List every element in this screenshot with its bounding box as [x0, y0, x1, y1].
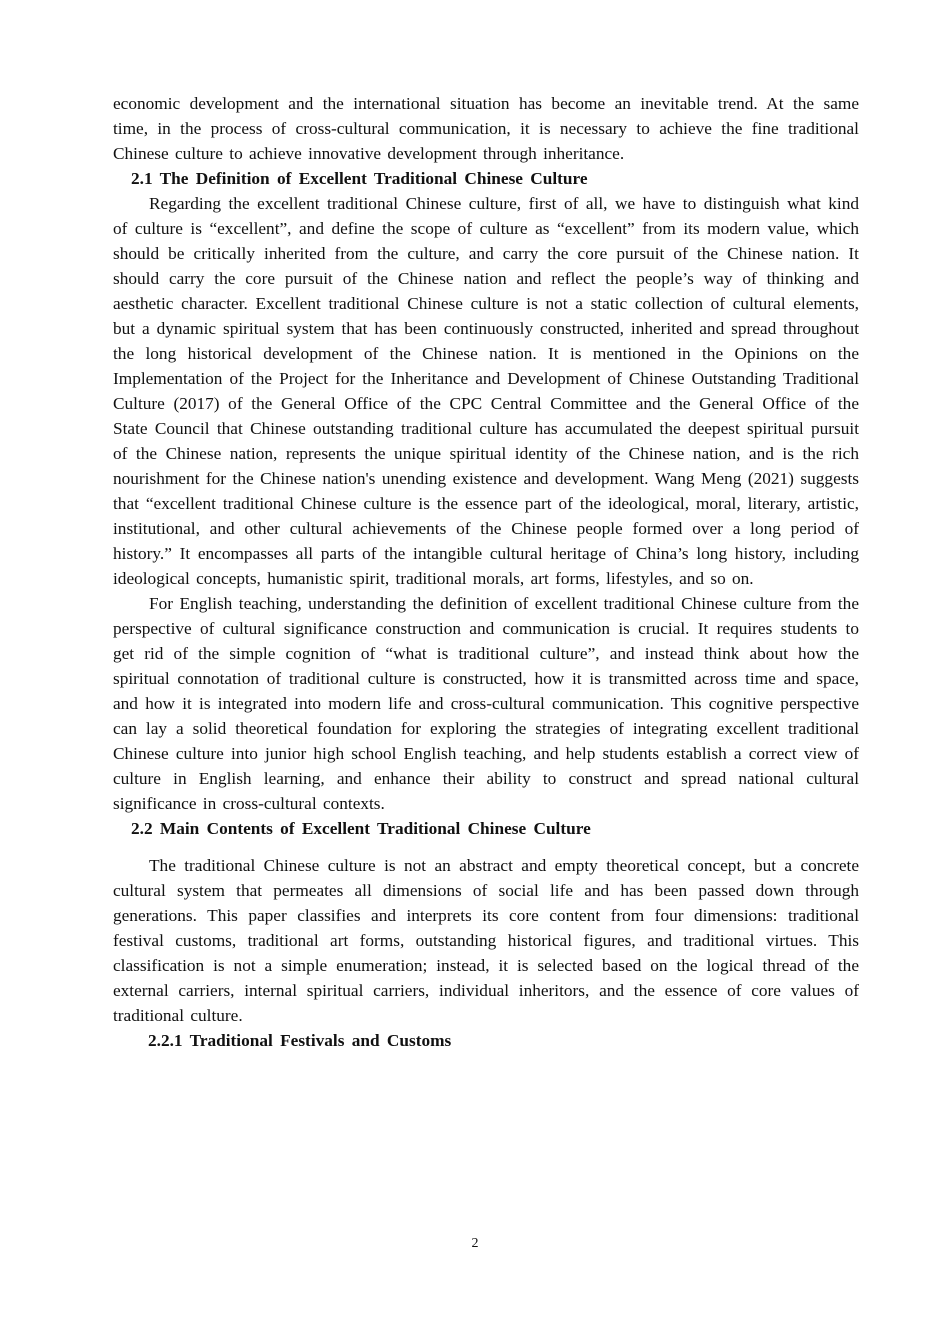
section-2-2-heading: 2.2 Main Contents of Excellent Traditional Chinese Culture: [131, 819, 591, 838]
intro-paragraph: economic development and the international situation has become an inevitable trend. At the same time, in the process of cross-cultural communication, it is necessary to achieve the fine traditional Chinese culture to achieve innovative development through inheritance.: [113, 94, 859, 163]
section-2-1-paragraph-1: Regarding the excellent traditional Chinese culture, first of all, we have to distinguish what kind of culture is “excellent”, and define the scope of culture as “excellent” from its modern value, which should be critically inherited from the culture, and carry the core pursuit of the Chinese nation. It should carry the core pursuit of the Chinese nation and reflect the people’s way of thinking and aesthetic character. Excellent traditional Chinese culture is not a static collection of cultural elements, but a dynamic spiritual system that has been continuously constructed, inherited and spread throughout the long historical development of the Chinese nation. It is mentioned in the Opinions on the Implementation of the Project for the Inheritance and Development of Chinese Outstanding Traditional Culture (2017) of the General Office of the CPC Central Committee and the General Office of the State Council that Chinese outstanding traditional culture has accumulated the deepest spiritual pursuit of the Chinese nation, represents the unique spiritual identity of the Chinese nation, and is the rich nourishment for the Chinese nation's unending existence and development. Wang Meng (2021) suggests that “excellent traditional Chinese culture is the essence part of the ideological, moral, literary, artistic, institutional, and other cultural achievements of the Chinese people formed over a long period of history.” It encompasses all parts of the intangible cultural heritage of China’s long history, including ideological concepts, humanistic spirit, traditional morals, art forms, lifestyles, and so on.: [113, 194, 859, 588]
section-2-2-1-heading: 2.2.1 Traditional Festivals and Customs: [148, 1031, 452, 1050]
page-number: 2: [471, 1236, 479, 1251]
section-2-2-paragraph: The traditional Chinese culture is not an abstract and empty theoretical concept, but a concrete cultural system that permeates all dimensions of social life and has been passed down through generations. This paper classifies and interprets its core content from four dimensions: traditional festival customs, traditional art forms, outstanding historical figures, and traditional virtues. This classification is not a simple enumeration; instead, it is selected based on the logical thread of the external carriers, internal spiritual carriers, individual inheritors, and the essence of core values of traditional culture.: [113, 856, 859, 1025]
page-body: [113, 91, 859, 1053]
section-2-1-paragraph-2: For English teaching, understanding the definition of excellent traditional Chinese culture from the perspective of cultural significance construction and communication is crucial. It requires students to get rid of the simple cognition of “what is traditional culture”, and instead think about how the spiritual connotation of traditional culture is constructed, how it is transmitted across time and space, and how it is integrated into modern life and cross-cultural communication. This cognitive perspective can lay a solid theoretical foundation for exploring the strategies of integrating excellent traditional Chinese culture into junior high school English teaching, and help students establish a correct view of culture in English learning, and enhance their ability to construct and spread national cultural significance in cross-cultural contexts.: [113, 594, 859, 813]
section-2-1-heading: 2.1 The Definition of Excellent Traditional Chinese Culture: [131, 169, 588, 188]
